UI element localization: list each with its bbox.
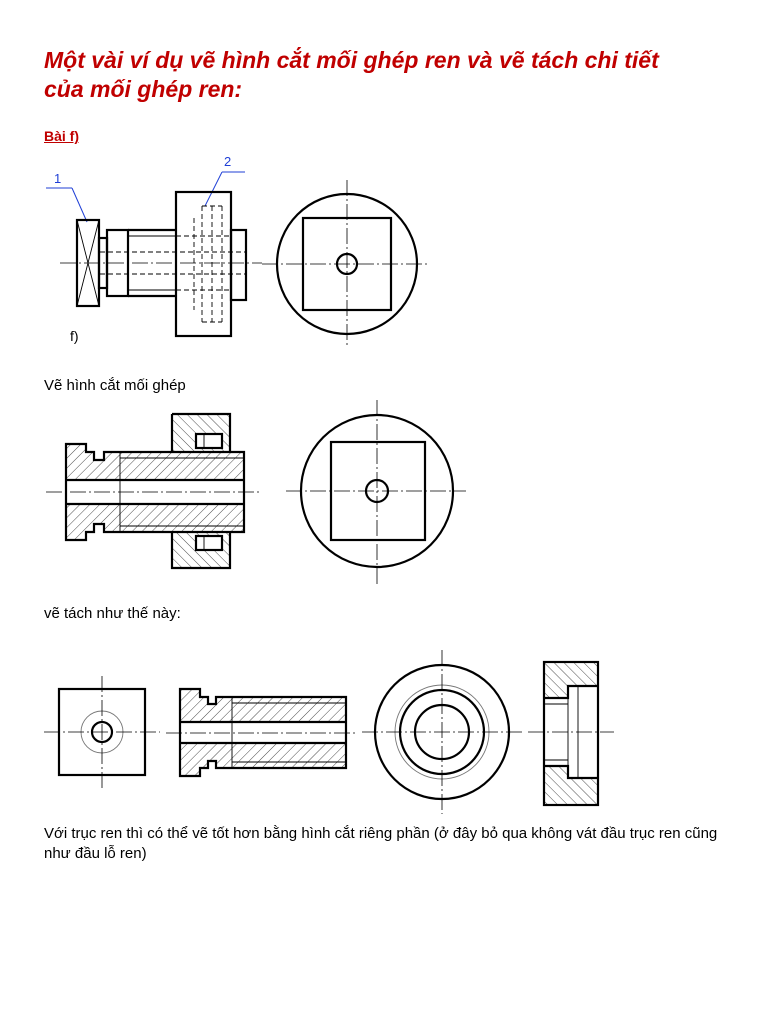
part-ref-2: 2 [224,154,232,169]
exercise-heading: Bài f) [44,128,79,144]
detached-screw-section [166,689,358,776]
note-paragraph: Với trục ren thì có thể vẽ tốt hơn bằng hình cắt riêng phần (ở đây bỏ qua không vát đầu trục ren cũng như đầu lỗ ren) [44,825,718,862]
leader-1 [72,188,87,222]
sectioned-side-view [286,400,466,586]
detached-nut-section [528,662,614,805]
title-line-2: của mối ghép ren: [44,76,243,102]
leader-2 [205,172,222,206]
caption-detached-view: vẽ tách như thế này: [44,605,181,622]
nut-body [176,192,231,336]
title-line-1: Một vài ví dụ vẽ hình cắt mối ghép ren và vẽ tách chi tiết [44,47,659,73]
detached-head-end-view [44,676,160,790]
detached-nut-end-view [362,650,522,814]
assembly-front-view [46,154,262,336]
sectioned-assembly-view [46,414,262,568]
caption-section-view: Vẽ hình cắt mối ghép [44,377,186,394]
figure-label: f) [70,328,79,344]
part-ref-1: 1 [54,171,62,186]
assembly-side-view [262,180,430,348]
